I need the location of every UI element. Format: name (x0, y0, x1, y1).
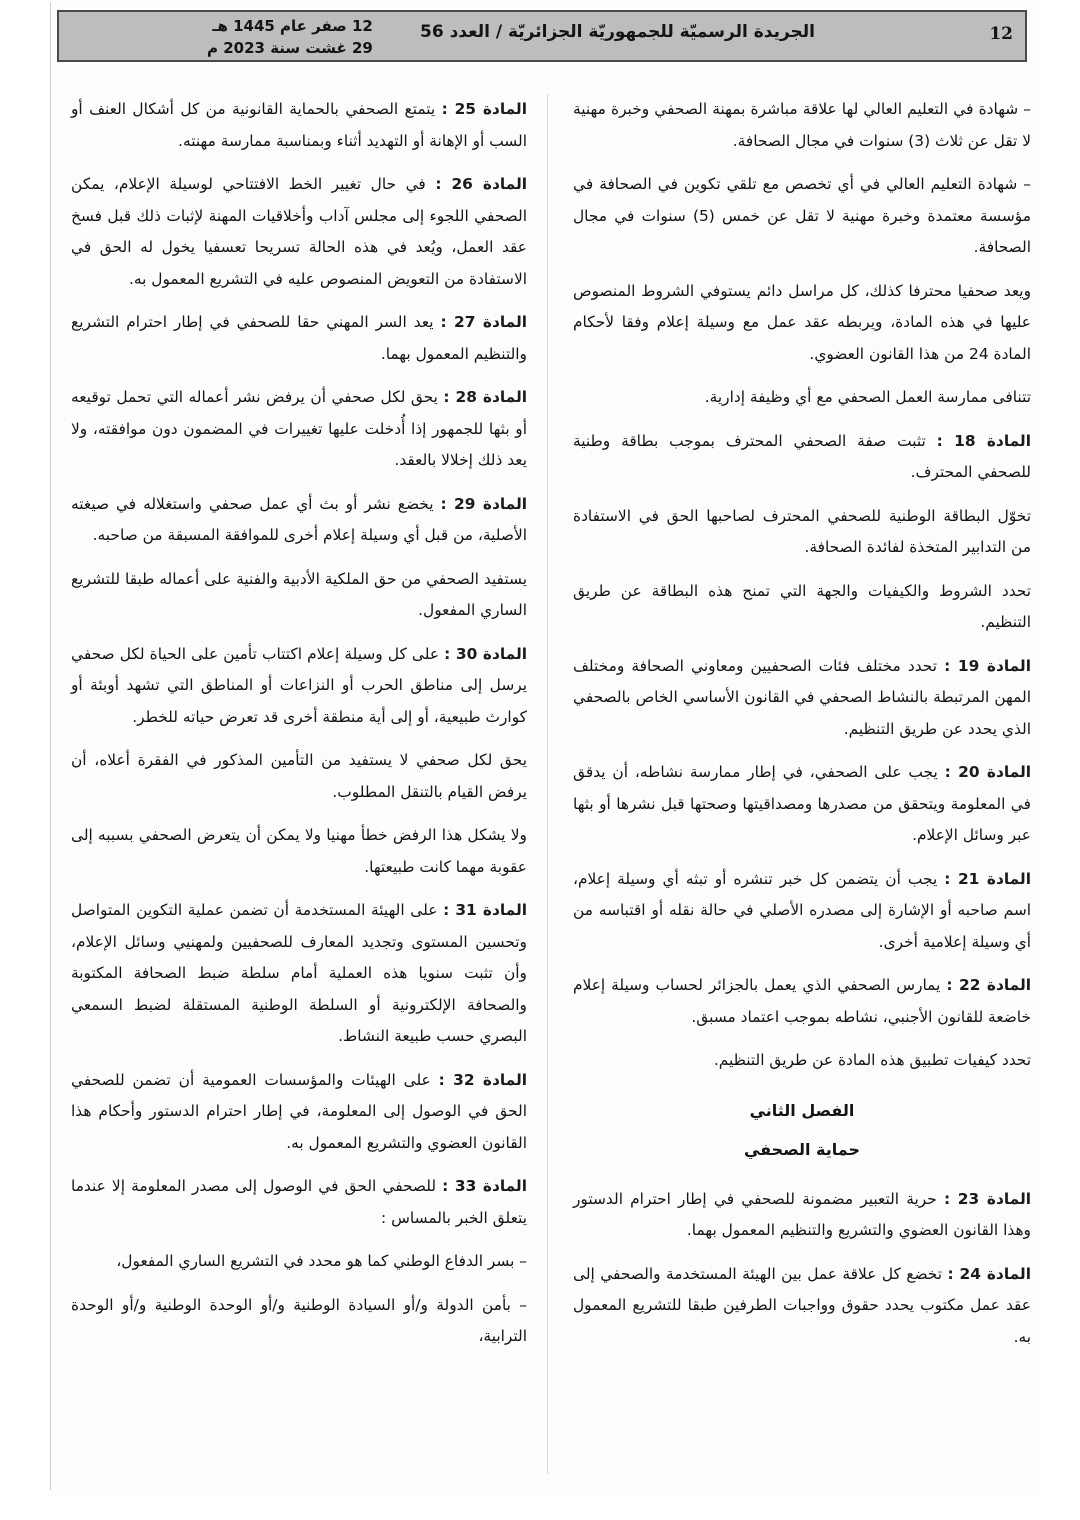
article-19 (573, 651, 1031, 746)
article-text: حرية التعبير مضمونة للصحفي في إطار احترام الدستور وهذا القانون العضوي والتشريع والتنظيم المعمول بهما. (573, 1189, 1031, 1239)
article-label: المادة 32 : (438, 1070, 527, 1089)
paragraph: ولا يشكل هذا الرفض خطأ مهنيا ولا يمكن أن يتعرض الصحفي بسببه إلى عقوبة مهما كانت طبيعتها. (71, 826, 527, 876)
article-text: في حال تغيير الخط الافتتاحي لوسيلة الإعلام، يمكن الصحفي اللجوء إلى مجلس آداب وأخلاقيات المهنة لإثبات ذلك قبل فسخ عقد العمل، ويُعد في هذه الحالة تسريحا تعسفيا يخول له الحق في الاستفادة من التعويض المنصوص عليه في التشريع المعمول به. (71, 175, 527, 288)
article-27 (71, 307, 527, 370)
date-gregorian: 29 غشت سنة 2023 م (207, 39, 373, 57)
article-label: المادة 29 : (440, 494, 527, 513)
article-22 (573, 970, 1031, 1033)
article-text: يجب على الصحفي، في إطار ممارسة نشاطه، أن يدقق في المعلومة ويتحقق من مصدرها ومصداقيتها وصحتها قبل نشرها أو بثها عبر وسائل الإعلام. (573, 763, 1031, 844)
article-text: يحق لكل صحفي أن يرفض نشر أعماله التي تحمل توقيعه أو بثها للجمهور إذا أُدخلت عليها تغييرات في المضمون دون موافقته، ولا يعد ذلك إخلالا بالعقد. (71, 388, 527, 469)
article-text: للصحفي الحق في الوصول إلى مصدر المعلومة إلا عندما يتعلق الخبر بالمساس : (71, 1177, 527, 1227)
article-text: يخضع نشر أو بث أي عمل صحفي واستغلاله في صيغته الأصلية، من قبل أي وسيلة إعلام أخرى للموافقة المسبقة من صاحبه. (71, 494, 527, 544)
article-label: المادة 20 : (944, 763, 1031, 781)
gazette-page (50, 2, 1039, 1490)
article-label: المادة 22 : (946, 976, 1031, 994)
article-text: يمارس الصحفي الذي يعمل بالجزائر لحساب وسيلة إعلام خاضعة للقانون الأجنبي، نشاطه بموجب اعتماد مسبق. (573, 976, 1031, 1026)
article-label: المادة 31 : (443, 901, 528, 919)
article-30 (71, 639, 527, 734)
article-label: المادة 33 : (442, 1177, 527, 1195)
article-33 (71, 1171, 527, 1234)
article-label: المادة 30 : (444, 644, 528, 663)
article-20 (573, 757, 1031, 852)
article-label: المادة 21 : (944, 869, 1031, 888)
article-label: المادة 19 : (944, 656, 1031, 675)
gazette-title: الجريدة الرسميّة للجمهوريّة الجزائريّة / العدد 56 (419, 22, 815, 42)
paragraph: تحدد كيفيات تطبيق هذه المادة عن طريق التنظيم. (713, 1051, 1031, 1069)
article-label: المادة 18 : (936, 431, 1031, 450)
paragraph: يحق لكل صحفي لا يستفيد من التأمين المذكور في الفقرة أعلاه، أن يرفض القيام بالتنقل المطلوب. (71, 751, 527, 801)
left-column (71, 94, 527, 1365)
article-23 (573, 1184, 1031, 1247)
page-header (57, 10, 1027, 62)
article-text: على الهيئة المستخدمة أن تضمن عملية التكوين المتواصل وتحسين المستوى وتجديد المعارف للصحفيين ولمهنيي وسائل الإعلام، وأن تثبت سنويا هذه العملية أمام سلطة ضبط الصحافة المكتوبة والصحافة الإلكترونية أو السلطة الوطنية المستقلة لضبط السمعي البصري حسب طبيعة النشاط. (71, 901, 527, 1045)
article-text: يعد السر المهني حقا للصحفي في إطار احترام التشريع والتنظيم المعمول بهما. (71, 313, 527, 363)
article-24 (573, 1259, 1031, 1354)
article-26 (71, 169, 527, 295)
date-hijri: 12 صفر عام 1445 هـ (212, 17, 373, 35)
article-18 (573, 426, 1031, 489)
article-text: على الهيئات والمؤسسات العمومية أن تضمن للصحفي الحق في الوصول إلى المعلومة، في إطار احترام الدستور وأحكام هذا القانون العضوي والتشريع المعمول به. (71, 1070, 527, 1152)
article-label: المادة 25 : (441, 100, 527, 118)
article-label: المادة 24 : (947, 1264, 1031, 1283)
article-text: يتمتع الصحفي بالحماية القانونية من كل أشكال العنف أو السب أو الإهانة أو التهديد أثناء وبمناسبة ممارسة مهنته. (71, 100, 527, 150)
right-column (573, 94, 1031, 1365)
article-29 (71, 489, 527, 552)
list-item: – بأمن الدولة و/أو السيادة الوطنية و/أو الوحدة الوطنية و/أو الوحدة الترابية، (71, 1295, 527, 1345)
paragraph: ويعد صحفيا محترفا كذلك، كل مراسل دائم يستوفي الشروط المنصوص عليها في هذه المادة، ويربطه عقد عمل مع وسيلة إعلام وفقا لأحكام المادة 24 من هذا القانون العضوي. (573, 281, 1031, 363)
article-28 (71, 382, 527, 477)
chapter-title: الفصل الثاني (749, 1100, 855, 1120)
paragraph: – شهادة في التعليم العالي لها علاقة مباشرة بمهنة الصحفي وخبرة مهنية لا تقل عن ثلاث (3) سنوات في مجال الصحافة. (573, 100, 1031, 150)
paragraph: تحدد الشروط والكيفيات والجهة التي تمنح هذه البطاقة عن طريق التنظيم. (573, 581, 1031, 631)
article-label: المادة 26 : (435, 175, 527, 193)
article-21 (573, 864, 1031, 959)
page-number: 12 (989, 24, 1013, 44)
paragraph: – شهادة التعليم العالي في أي تخصص مع تلقي تكوين في الصحافة في مؤسسة معتمدة وخبرة مهنية لا تقل عن خمس (5) سنوات في مجال الصحافة. (573, 175, 1031, 256)
article-text: تحدد مختلف فئات الصحفيين ومعاوني الصحافة ومختلف المهن المرتبطة بالنشاط الصحفي في القانون الأساسي الخاص بالصحفي الذي يحدد عن طريق التنظيم. (573, 656, 1031, 738)
paragraph: يستفيد الصحفي من حق الملكية الأدبية والفنية على أعماله طبقا للتشريع الساري المفعول. (70, 569, 527, 619)
chapter-subtitle: حماية الصحفي (743, 1140, 861, 1159)
article-25 (71, 94, 527, 157)
issue-dates (207, 15, 373, 59)
article-text: يجب أن يتضمن كل خبر تنشره أو تبثه أي وسيلة إعلام، اسم صاحبه أو الإشارة إلى مصدره الأصلي في حالة نقله أو اقتباسه من أي وسيلة إعلامية أخرى. (573, 869, 1031, 951)
list-item: – بسر الدفاع الوطني كما هو محدد في التشريع الساري المفعول، (116, 1252, 527, 1270)
paragraph: تتنافى ممارسة العمل الصحفي مع أي وظيفة إدارية. (704, 388, 1031, 406)
article-label: المادة 27 : (440, 313, 527, 331)
article-32 (71, 1065, 527, 1160)
article-label: المادة 28 : (443, 388, 527, 406)
article-label: المادة 23 : (943, 1189, 1031, 1208)
column-divider (547, 94, 548, 1474)
article-text: على كل وسيلة إعلام اكتتاب تأمين على الحياة لكل صحفي يرسل إلى مناطق الحرب أو النزاعات أو المناطق التي تشهد أوبئة أو كوارث طبيعية، أو إلى أية منطقة أخرى قد تعرض حياته للخطر. (71, 644, 527, 726)
article-31 (71, 895, 527, 1053)
paragraph: تخوّل البطاقة الوطنية للصحفي المحترف لصاحبها الحق في الاستفادة من التدابير المتخذة لفائدة الصحافة. (573, 506, 1031, 556)
article-text: تخضع كل علاقة عمل بين الهيئة المستخدمة والصحفي إلى عقد عمل مكتوب يحدد حقوق وواجبات الطرفين طبقا للتشريع المعمول به. (573, 1264, 1031, 1346)
article-text: تثبت صفة الصحفي المحترف بموجب بطاقة وطنية للصحفي المحترف. (573, 431, 1031, 481)
